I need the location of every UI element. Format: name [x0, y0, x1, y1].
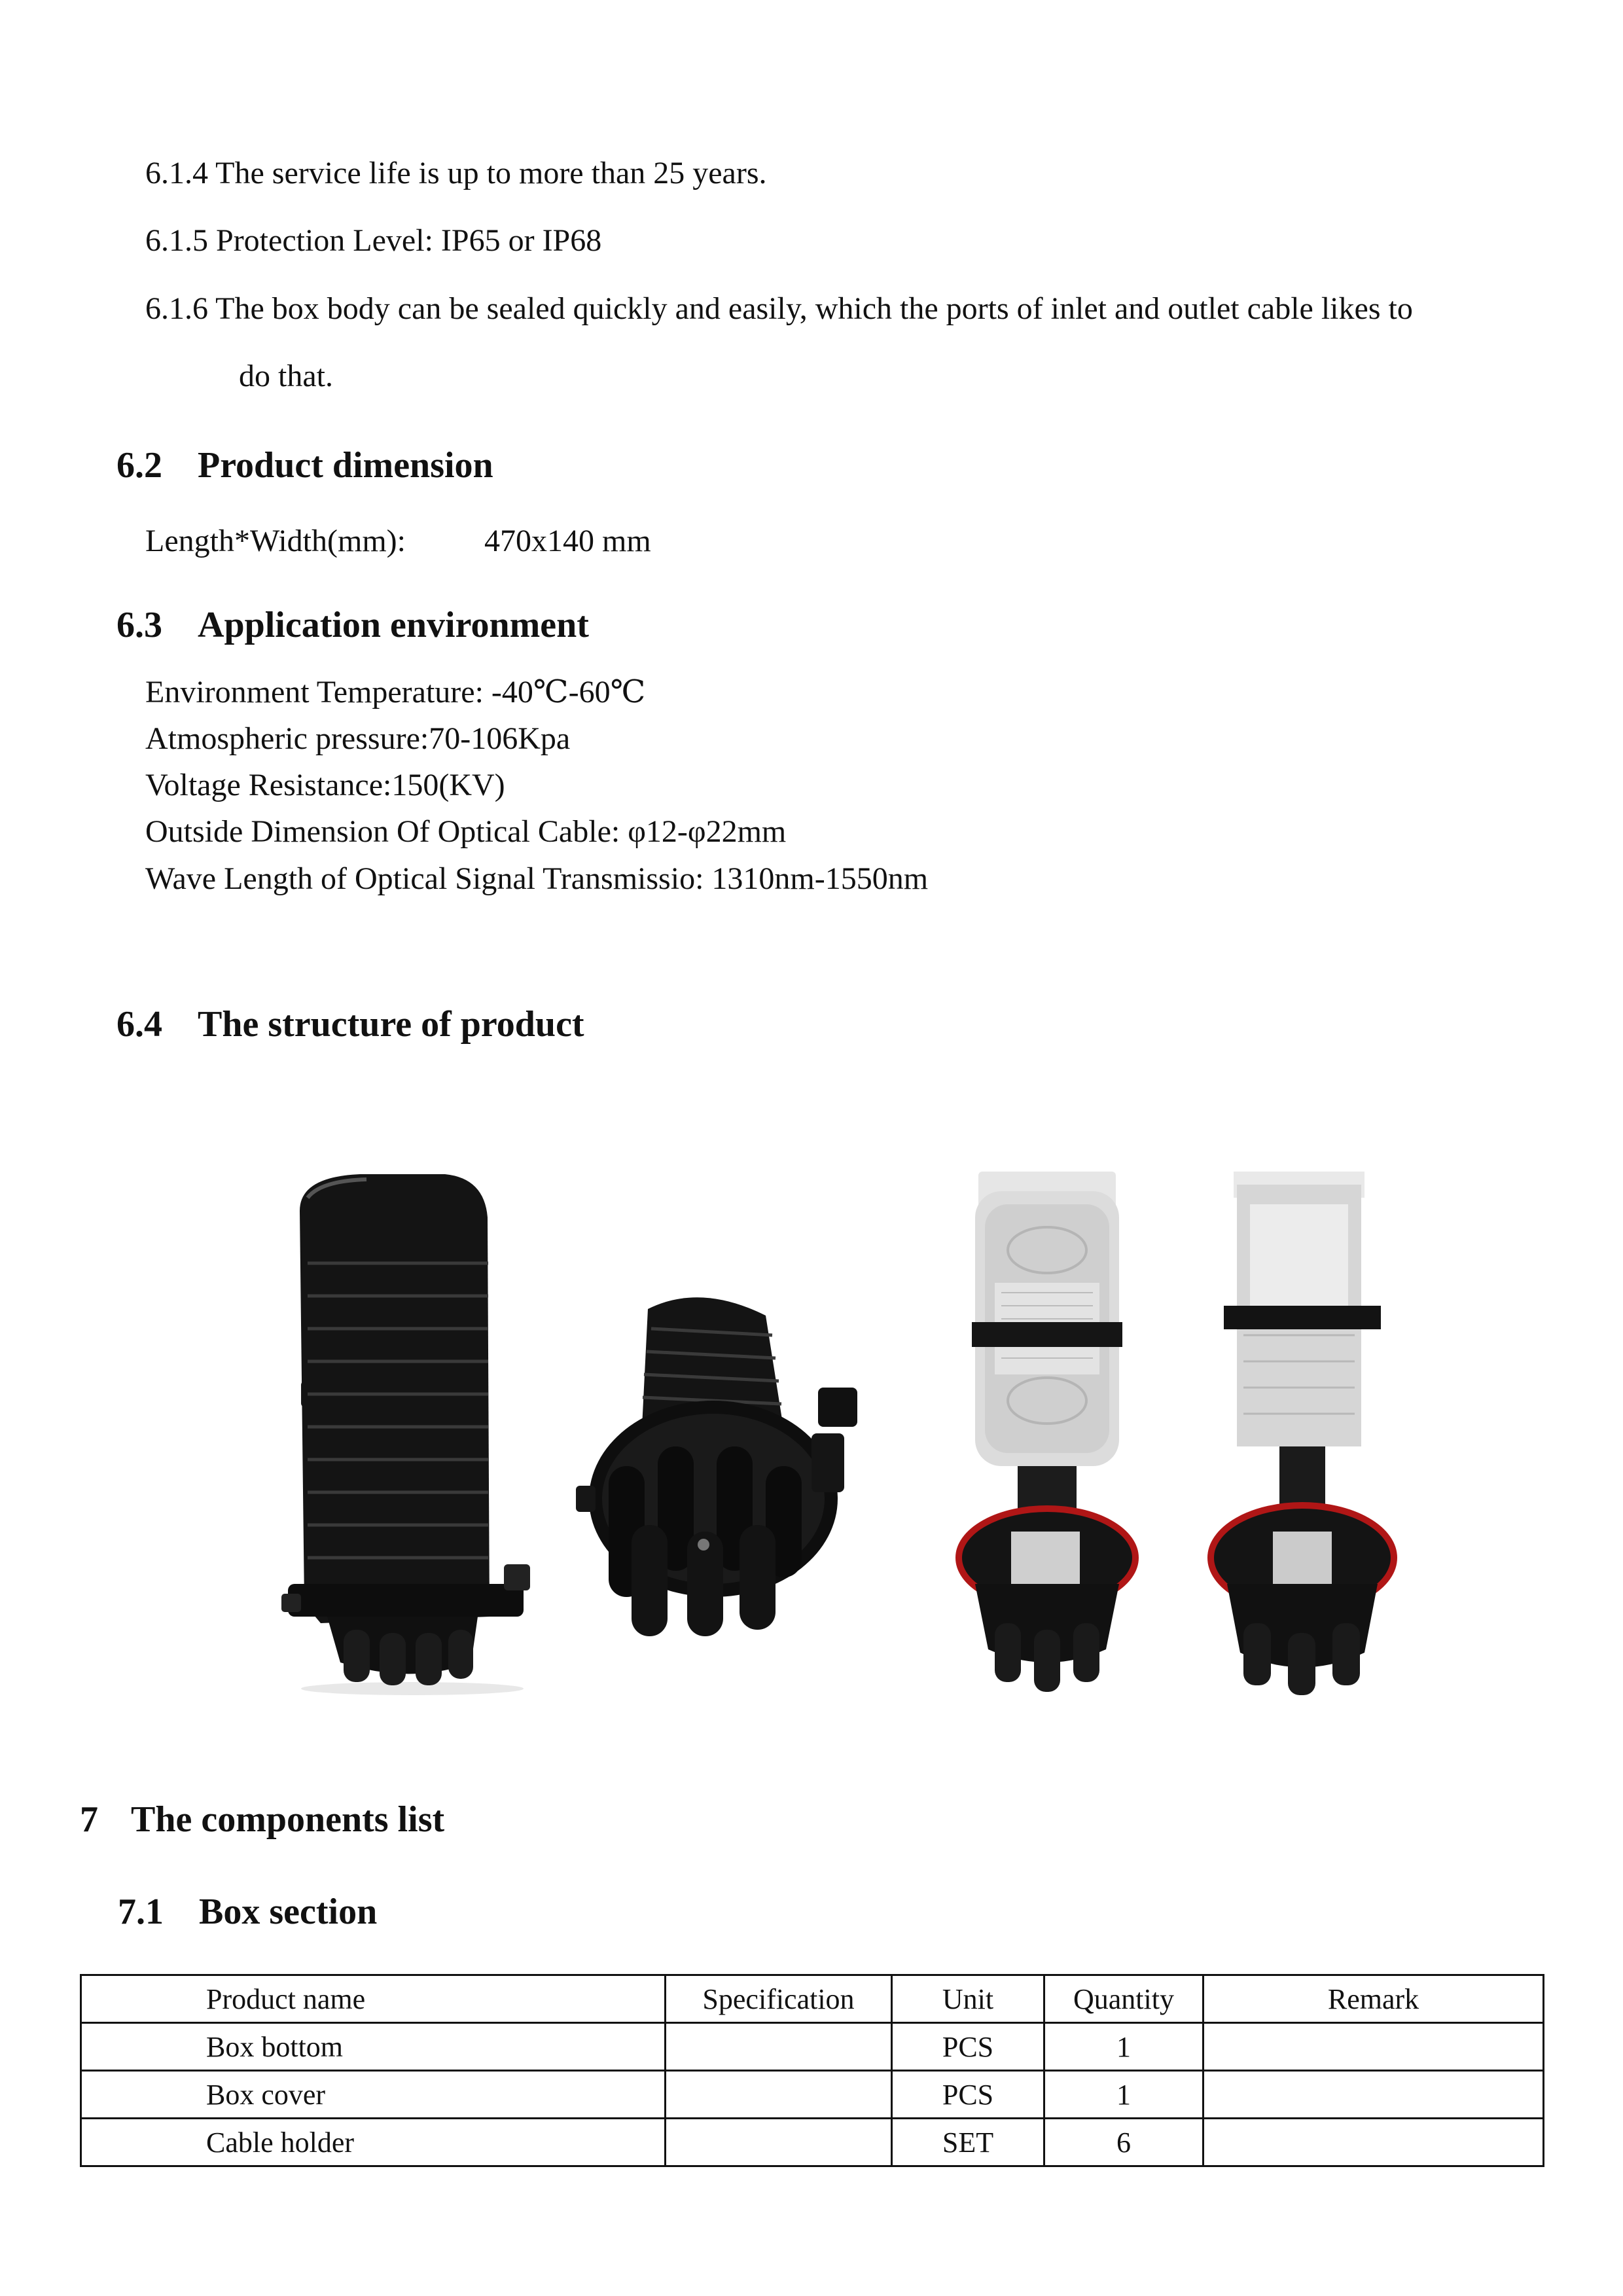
section-title: The components list — [131, 1799, 445, 1840]
cell-quantity: 1 — [1044, 2023, 1204, 2071]
cell-specification — [666, 2071, 892, 2119]
table-row — [81, 2119, 1544, 2166]
env-temperature: Environment Temperature: -40℃-60℃ — [145, 675, 646, 709]
section-number: 6.4 — [116, 1004, 162, 1045]
feature-6-1-4: 6.1.4 The service life is up to more than 25 years. — [145, 156, 767, 190]
section-number: 7 — [80, 1799, 98, 1840]
header-quantity: Quantity — [1044, 1975, 1204, 2023]
feature-6-1-6-cont: do that. — [239, 359, 333, 393]
cell-product-name: Box bottom — [81, 2023, 666, 2071]
product-photo-trays-side — [1204, 1165, 1400, 1702]
dimension-value: 470x140 mm — [484, 524, 651, 558]
cell-specification — [666, 2119, 892, 2166]
section-number: 6.3 — [116, 605, 162, 645]
table-header-row — [81, 1975, 1544, 2023]
cell-unit: PCS — [892, 2071, 1044, 2119]
product-photo-ports — [569, 1289, 870, 1643]
section-title: Application environment — [198, 605, 589, 645]
env-cable-dimension: Outside Dimension Of Optical Cable: φ12-φ22mm — [145, 814, 787, 849]
header-unit: Unit — [892, 1975, 1044, 2023]
dimension-label: Length*Width(mm): — [145, 524, 406, 558]
product-photo-closed — [281, 1172, 543, 1695]
env-wavelength: Wave Length of Optical Signal Transmissio: 1310nm-1550nm — [145, 861, 929, 896]
section-heading-6-2 — [116, 442, 493, 488]
product-photo-trays-front — [949, 1165, 1145, 1702]
section-title: The structure of product — [198, 1004, 584, 1045]
table-row — [81, 2023, 1544, 2071]
section-title: Product dimension — [198, 445, 493, 486]
cell-unit: PCS — [892, 2023, 1044, 2071]
section-heading-7-1 — [118, 1889, 377, 1935]
section-heading-7 — [80, 1797, 444, 1842]
header-specification: Specification — [666, 1975, 892, 2023]
cell-product-name: Cable holder — [81, 2119, 666, 2166]
cell-remark — [1204, 2023, 1544, 2071]
header-remark: Remark — [1204, 1975, 1544, 2023]
cell-product-name: Box cover — [81, 2071, 666, 2119]
cell-specification — [666, 2023, 892, 2071]
feature-6-1-6: 6.1.6 The box body can be sealed quickly and easily, which the ports of inlet and outlet cable likes to — [145, 291, 1413, 326]
cell-quantity: 1 — [1044, 2071, 1204, 2119]
dimension-row — [145, 522, 734, 561]
table-row — [81, 2071, 1544, 2119]
cell-remark — [1204, 2119, 1544, 2166]
section-title: Box section — [199, 1892, 378, 1932]
feature-6-1-5: 6.1.5 Protection Level: IP65 or IP68 — [145, 223, 602, 258]
env-pressure: Atmospheric pressure:70-106Kpa — [145, 721, 571, 756]
cell-remark — [1204, 2071, 1544, 2119]
section-number: 6.2 — [116, 445, 162, 486]
section-heading-6-3 — [116, 602, 589, 648]
cell-unit: SET — [892, 2119, 1044, 2166]
cell-quantity: 6 — [1044, 2119, 1204, 2166]
components-table — [80, 1974, 1544, 2167]
section-number: 7.1 — [118, 1892, 164, 1932]
header-product-name: Product name — [81, 1975, 666, 2023]
section-heading-6-4 — [116, 1001, 584, 1047]
env-voltage: Voltage Resistance:150(KV) — [145, 768, 505, 802]
